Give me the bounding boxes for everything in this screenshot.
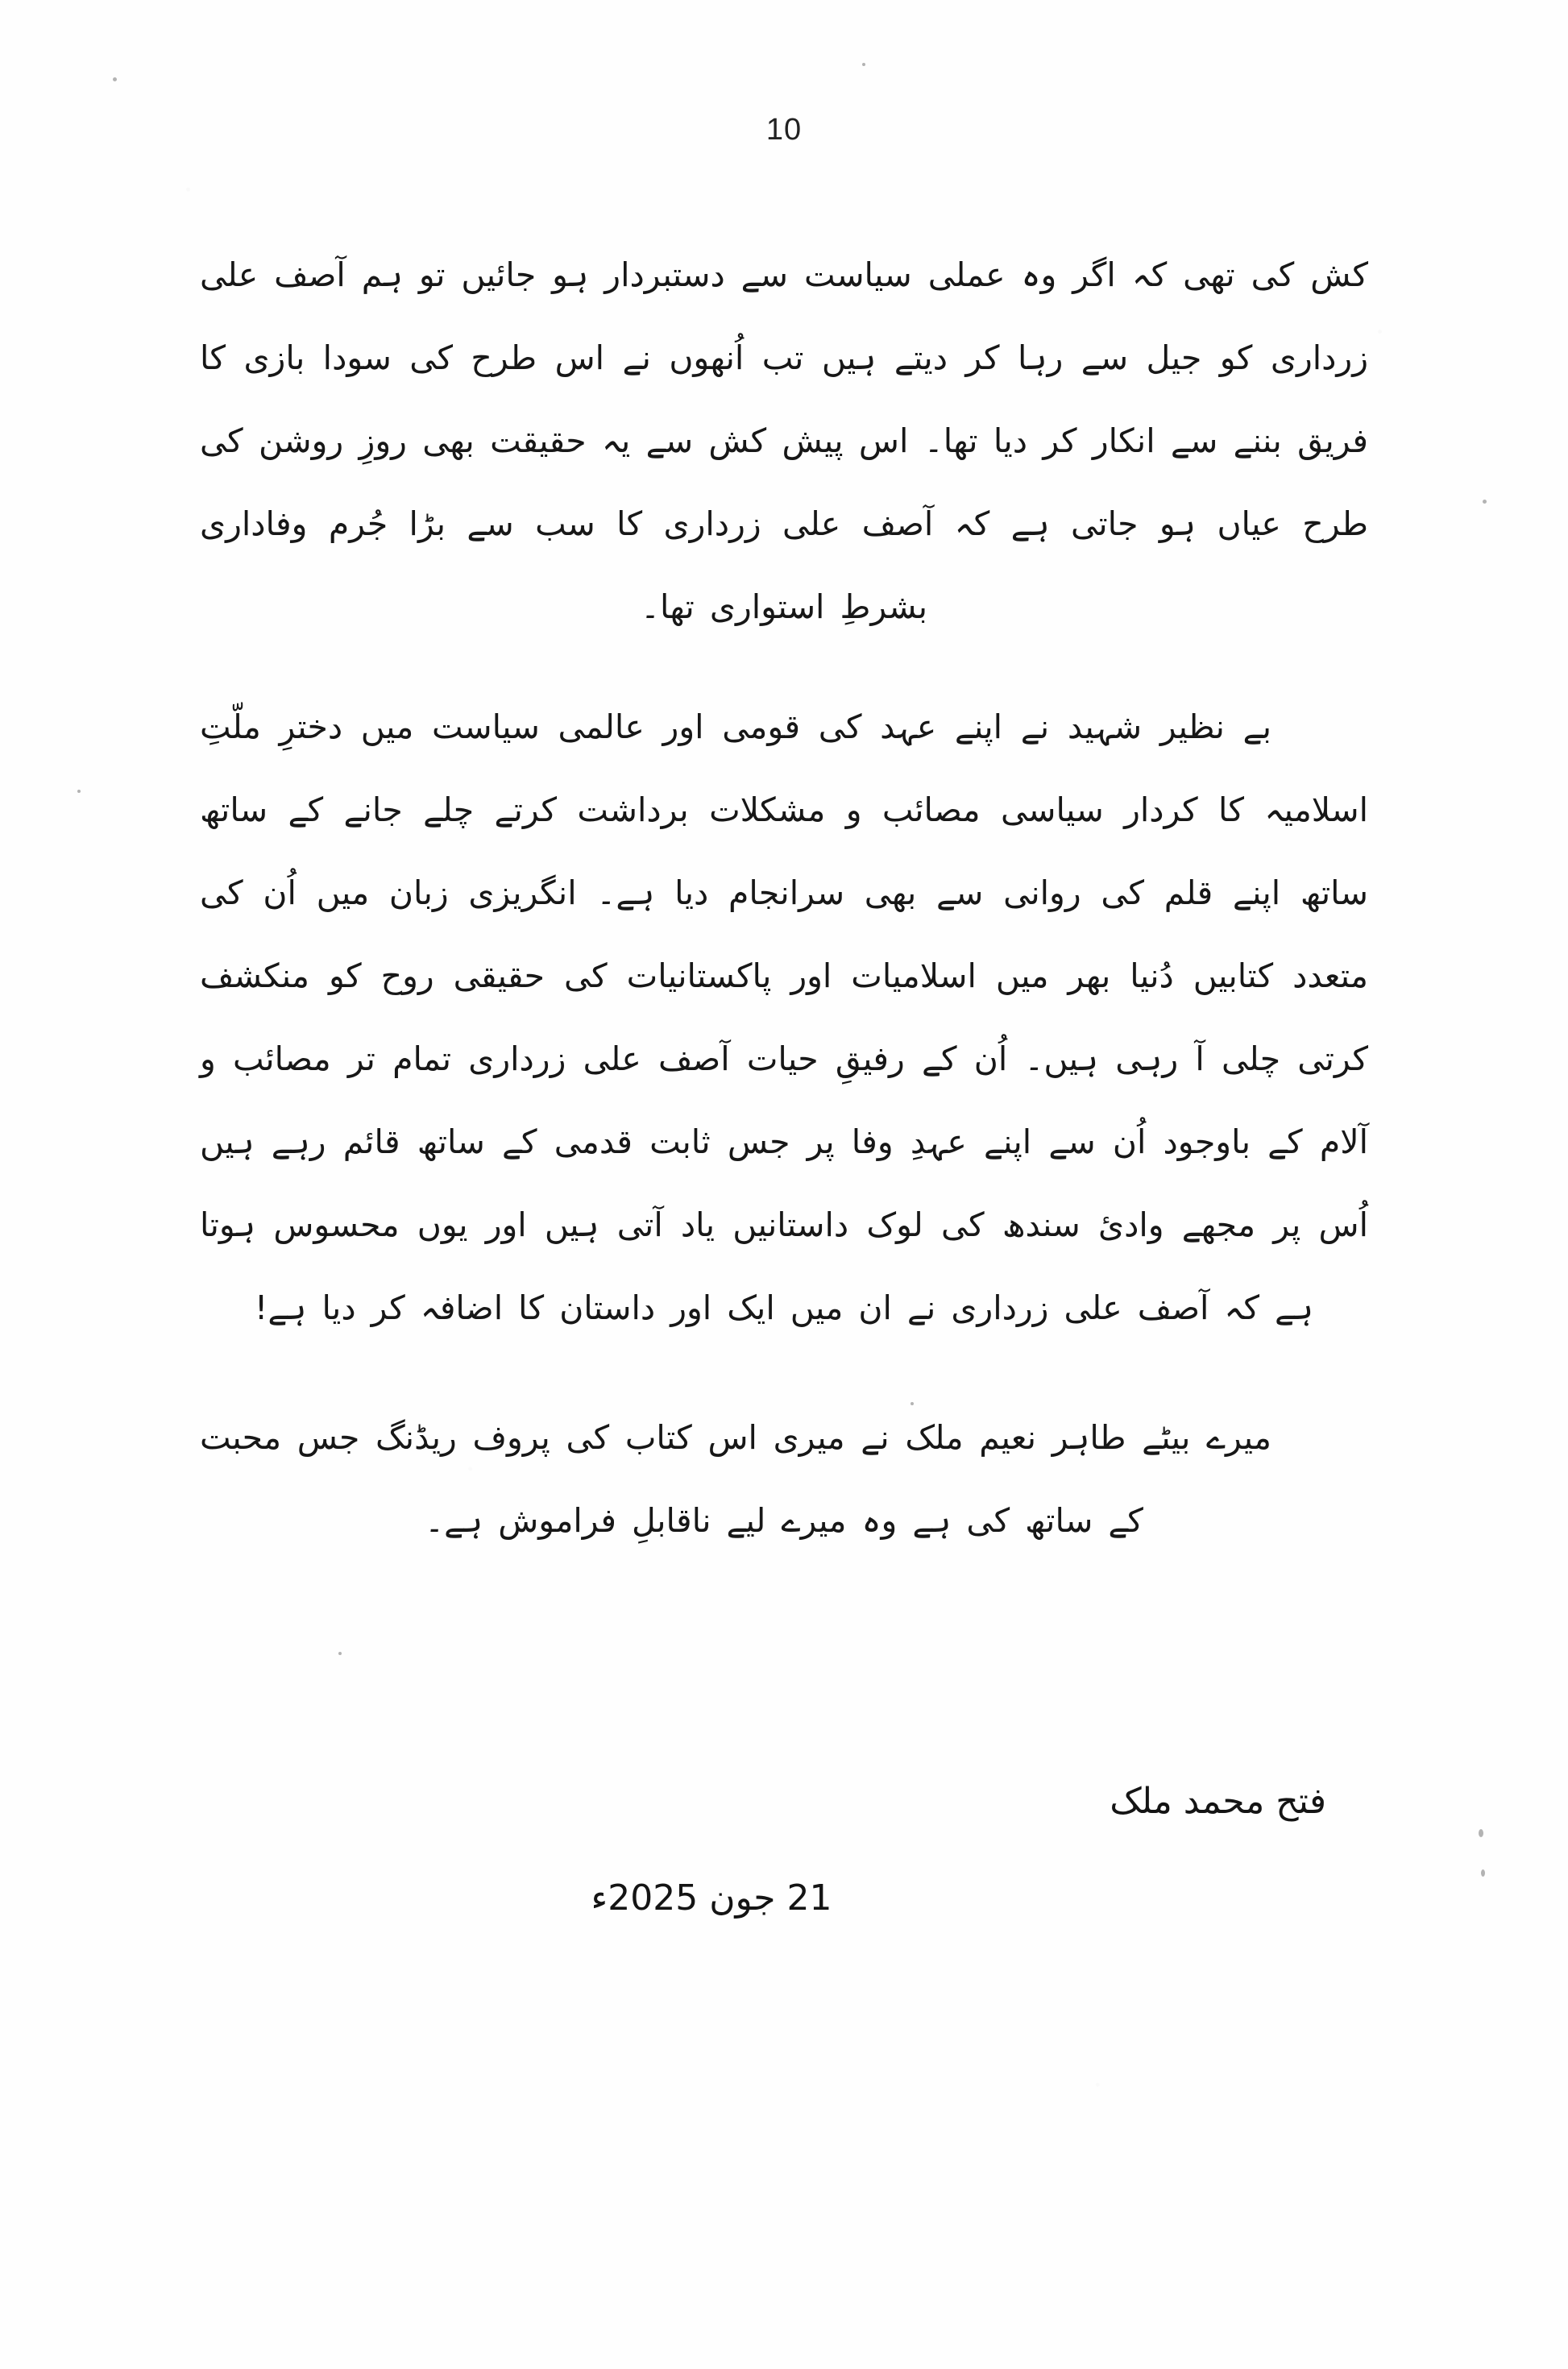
scan-speck-icon [1479, 1829, 1483, 1837]
scan-speck-icon [1481, 1869, 1485, 1877]
paragraph-3: میرے بیٹے طاہر نعیم ملک نے میری اس کتاب کی پروف ریڈنگ جس محبت کے ساتھ کی ہے وہ میرے لیے ناقابلِ فراموش ہے۔ [200, 1418, 1271, 1540]
scan-speck-icon [862, 63, 865, 66]
page-body [200, 234, 1368, 1583]
scan-speck-icon [911, 1402, 914, 1405]
page-number: 10 [765, 113, 803, 147]
date-line [0, 1877, 1568, 1919]
scan-speck-icon [1483, 500, 1487, 504]
paragraph-2: بے نظیر شہید نے اپنے عہد کی قومی اور عالمی سیاست میں دخترِ ملّتِ اسلامیہ کا کردار سیاسی مصائب و مشکلات برداشت کرتے چلے جانے کے ساتھ ساتھ اپنے قلم کی روانی سے بھی سرانجام دیا ہے۔ انگریزی زبان میں اُن کی متعدد کتابیں دُنیا بھر میں اسلامیات اور پاکستانیات کی حقیقی روح کو منکشف کرتی چلی آ رہی ہیں۔ اُن کے رفیقِ حیات آصف علی زرداری تمام تر مصائب و آلام کے باوجود اُن سے اپنے عہدِ وفا پر جس ثابت قدمی کے ساتھ قائم رہے ہیں اُس پر مجھے وادیٔ سندھ کی لوک داستانیں یاد آتی ہیں اور یوں محسوس ہوتا ہے کہ آصف علی زرداری نے ان میں ایک اور داستان کا اضافہ کر دیا ہے! [200, 707, 1368, 1327]
scan-speck-icon [338, 1652, 342, 1655]
date-value: 21 جون 2025ء [591, 1877, 832, 1919]
author-signature: فتح محمد ملک [1110, 1781, 1326, 1822]
scan-speck-icon [77, 790, 81, 793]
scan-speck-icon [113, 77, 117, 81]
paragraph-1: کش کی تھی کہ اگر وہ عملی سیاست سے دستبردار ہو جائیں تو ہم آصف علی زرداری کو جیل سے رہا کر دیتے ہیں تب اُنھوں نے اس طرح کی سودا بازی کا فریق بننے سے انکار کر دیا تھا۔ اس پیش کش سے یہ حقیقت بھی روزِ روشن کی طرح عیاں ہو جاتی ہے کہ آصف علی زرداری کا سب سے بڑا جُرم وفاداری بشرطِ استواری تھا۔ [200, 255, 1368, 626]
